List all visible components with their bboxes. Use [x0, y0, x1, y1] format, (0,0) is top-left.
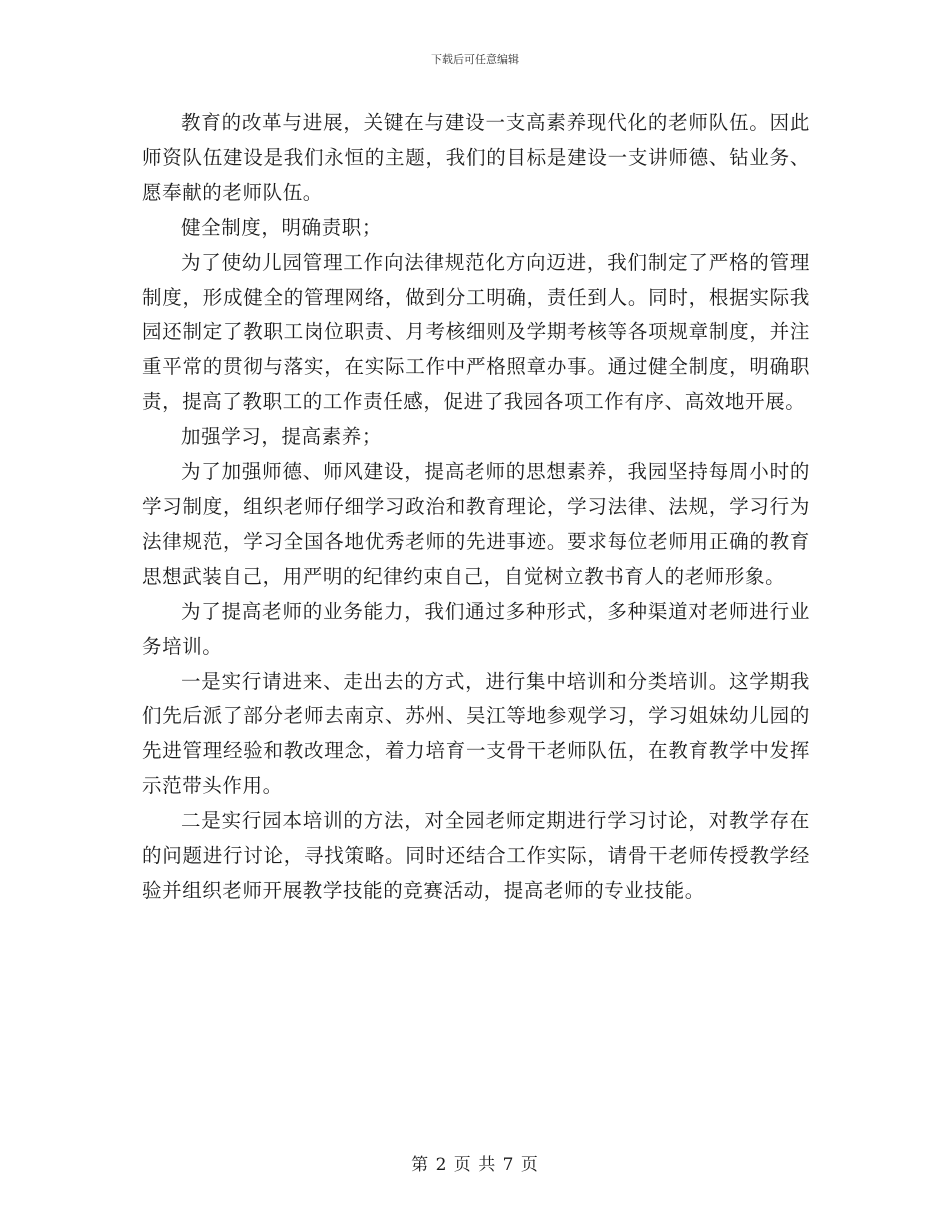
paragraph-training-one: 一是实行请进来、走出去的方式，进行集中培训和分类培训。这学期我们先后派了部分老师去南京、苏州、吴江等地参观学习，学习姐妹幼儿园的先进管理经验和教改理念，着力培育一支骨干老师队伍，在教育教学中发挥示范带头作用。	[142, 669, 810, 798]
paragraph-training-intro: 为了提高老师的业务能力，我们通过多种形式，多种渠道对老师进行业务培训。	[142, 599, 810, 658]
section-heading-system: 健全制度，明确责职；	[181, 215, 383, 239]
paragraph-study: 为了加强师德、师风建设，提高老师的思想素养，我园坚持每周小时的学习制度，组织老师仔细学习政治和教育理论，学习法律、法规，学习行为法律规范，学习全国各地优秀老师的先进事迹。要求每位老师用正确的教育思想武装自己，用严明的纪律约束自己，自觉树立教书育人的老师形象。	[142, 460, 810, 588]
paragraph-training-two: 二是实行园本培训的方法，对全园老师定期进行学习讨论，对教学存在的问题进行讨论，寻找策略。同时还结合工作实际，请骨干老师传授教学经验并组织老师开展教学技能的竞赛活动，提高老师的专业技能。	[142, 809, 810, 902]
paragraph-system: 为了使幼儿园管理工作向法律规范化方向迈进，我们制定了严格的管理制度，形成健全的管理网络，做到分工明确，责任到人。同时，根据实际我园还制定了教职工岗位职责、月考核细则及学期考核等各项规章制度，并注重平常的贯彻与落实，在实际工作中严格照章办事。通过健全制度，明确职责，提高了教职工的工作责任感，促进了我园各项工作有序、高效地开展。	[142, 250, 810, 414]
page-number: 第 2 页 共 7 页	[411, 1155, 539, 1175]
paragraph-intro: 教育的改革与进展，关键在与建设一支高素养现代化的老师队伍。因此师资队伍建设是我们永恒的主题，我们的目标是建设一支讲师德、钻业务、愿奉献的老师队伍。	[142, 111, 810, 204]
document-body	[142, 106, 810, 909]
page-header-note: 下载后可任意编辑	[431, 53, 519, 66]
section-heading-study: 加强学习，提高素养；	[181, 425, 383, 449]
